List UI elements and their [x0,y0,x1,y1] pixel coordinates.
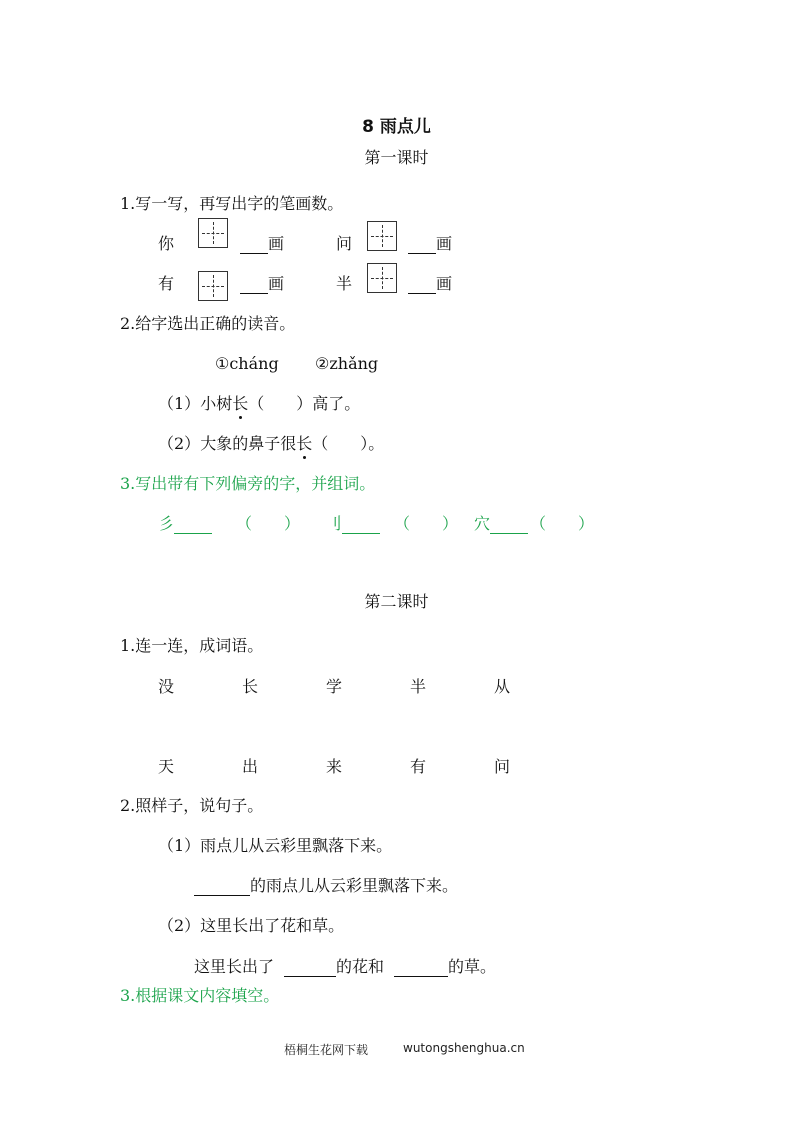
lesson-title: 8 雨点儿 [362,117,431,137]
footer-site-name: 梧桐生花网下载 [284,1043,369,1057]
radical-item-3[interactable]: 穴 [474,514,528,534]
char-wen: 问 [336,234,353,253]
marked-char: 长 [232,394,249,413]
pinyin-option-1[interactable]: ①cháng [215,354,279,373]
match-bottom-4[interactable]: 有 [410,757,427,776]
match-top-2[interactable]: 长 [242,677,259,696]
p2-q2-sentence2: （2）这里长出了花和草。 [158,916,345,935]
p1-q2-item2: （2）大象的鼻子很长（ ）。 [158,434,385,453]
match-bottom-2[interactable]: 出 [242,757,259,776]
answer-paren[interactable]: （ ）。 [312,434,385,453]
char-you: 有 [158,274,175,293]
char-ban: 半 [336,274,353,293]
stroke-count-ni[interactable]: 画 [240,234,284,254]
match-top-4[interactable]: 半 [410,677,427,696]
writing-grid-ban[interactable] [367,263,397,293]
p2-q2-fill1: 的雨点儿从云彩里飘落下来。 [194,876,458,896]
answer-paren[interactable]: （ ）高了。 [248,394,361,413]
match-bottom-3[interactable]: 来 [326,757,343,776]
match-top-1[interactable]: 没 [158,677,175,696]
fill-blank[interactable] [284,960,336,977]
footer-url[interactable]: wutongshenghua.cn [403,1041,525,1055]
radical-item-2[interactable]: 刂 [326,514,380,534]
stroke-count-you[interactable]: 画 [240,274,284,294]
period2-heading: 第二课时 [364,592,429,611]
match-top-5[interactable]: 从 [494,677,511,696]
p1-q3-prompt: 3.写出带有下列偏旁的字，并组词。 [120,474,376,493]
p2-q2-fill2: 这里长出了 的花和 的草。 [194,957,497,976]
radical-paren-2[interactable]: （ ） [394,514,459,533]
p2-q2-sentence1: （1）雨点儿从云彩里飘落下来。 [158,836,393,855]
radical-paren-1[interactable]: （ ） [236,514,301,533]
p2-q3-prompt: 3.根据课文内容填空。 [120,986,280,1005]
marked-char: 长 [296,434,313,453]
char-ni: 你 [158,234,175,253]
radical-paren-3[interactable]: （ ） [530,514,595,533]
period1-heading: 第一课时 [364,148,429,167]
writing-grid-wen[interactable] [367,221,397,251]
fill-blank[interactable] [394,960,448,977]
pinyin-option-2[interactable]: ②zhǎng [315,354,379,373]
p1-q2-prompt: 2.给字选出正确的读音。 [120,314,296,333]
writing-grid-ni[interactable] [198,218,228,248]
writing-grid-you[interactable] [198,271,228,301]
match-bottom-5[interactable]: 问 [494,757,511,776]
stroke-count-wen[interactable]: 画 [408,234,452,254]
p1-q1-prompt: 1.写一写，再写出字的笔画数。 [120,194,344,213]
radical-item-1[interactable]: 彡 [158,514,212,534]
match-top-3[interactable]: 学 [326,677,343,696]
match-bottom-1[interactable]: 天 [158,757,175,776]
stroke-count-ban[interactable]: 画 [408,274,452,294]
p2-q1-prompt: 1.连一连，成词语。 [120,636,264,655]
p1-q2-item1: （1）小树长（ ）高了。 [158,394,361,413]
p2-q2-prompt: 2.照样子，说句子。 [120,796,264,815]
fill-blank[interactable] [194,879,250,896]
